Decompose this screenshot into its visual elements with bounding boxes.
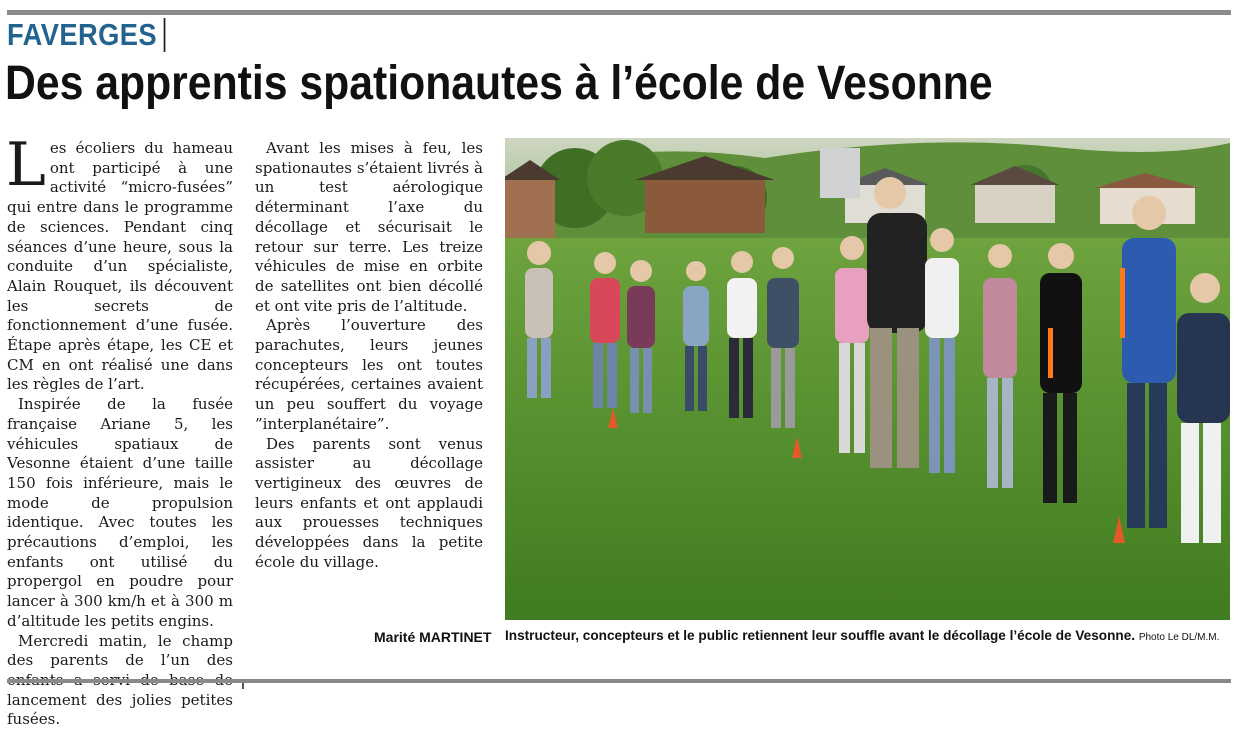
paragraph-6: Des parents sont venus assister au décollage vertigineux des œuvres de leurs enfants et ont applaudi aux prouesses techniques développées dans la petite école du village. [255, 434, 483, 571]
article-column-2 [255, 139, 483, 572]
paragraph-2: Inspirée de la fusée française Ariane 5, les véhicules spatiaux de Vesonne étaient d’une taille 150 fois inférieure, mais le mode de propulsion identique. Avec toutes les précautions d’emploi, les enfants ont utilisé du propergol en poudre pour lancer à 300 km/h et à 300 m d’altitude les petits engins. [7, 395, 233, 630]
caption-text: Instructeur, concepteurs et le public retiennent leur souffle avant le décollage l’école de Vesonne. [505, 628, 1136, 643]
paragraph-4: Avant les mises à feu, les spationautes s’étaient livrés à un test aérologique déterminant l’axe du décollage et sécurisait le retour sur terre. Les treize véhicules de mise en orbite de satellites ont bien décollé et ont vite pris de l’altitude. [255, 139, 483, 315]
drop-cap: L [6, 130, 46, 200]
headline: Des apprentis spationautes à l’école de Vesonne [5, 57, 993, 110]
bottom-rule-tick [242, 683, 244, 689]
building [820, 148, 860, 198]
article-column-1 [6, 130, 233, 730]
paragraph-1 [6, 130, 233, 395]
top-rule [7, 10, 1231, 15]
paragraph-1-text: es écoliers du hameau ont participé à une activité “micro-fusées” qui entre dans le programme de sciences. Pendant cinq séances d’une heure, sous la conduite d’un spécialiste, Alain Rouquet, ils découvent les secrets de fonctionnement d’une fusée. Étape après étape, les CE et CM en ont réalisé une dans les règles de l’art. [7, 139, 233, 394]
section-label: FAVERGES [7, 18, 165, 52]
photo-illustration [505, 138, 1230, 620]
bottom-rule [7, 679, 1231, 683]
photo-caption [505, 628, 1219, 643]
paragraph-3: Mercredi matin, le champ des parents de l’un des lancement des jolies petites fusées. [7, 631, 233, 729]
photo-credit: Photo Le DL/M.M. [1138, 632, 1220, 643]
byline: Marité MARTINET [374, 629, 492, 645]
paragraph-5: Après l’ouverture des parachutes, leurs jeunes concepteurs les ont toutes récupérées, certaines avaient un peu souffert du voyage ”interplanétaire”. [255, 316, 483, 433]
article-photo [505, 138, 1230, 620]
